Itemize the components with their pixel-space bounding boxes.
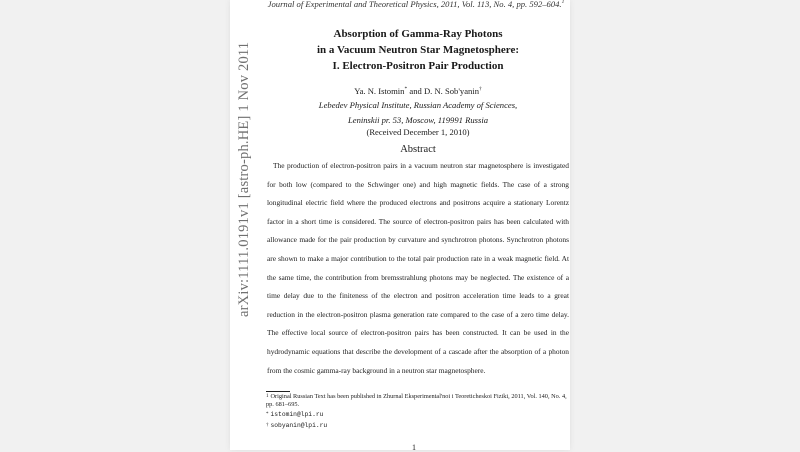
- affiliation-line: Lebedev Physical Institute, Russian Academy of Sciences,: [318, 100, 518, 110]
- title-line: in a Vacuum Neutron Star Magnetosphere:: [317, 44, 519, 56]
- footnote-mark: 1: [266, 394, 269, 399]
- arxiv-identifier: arXiv:1111.0191v1 [astro-ph.HE] 1 Nov 2011: [236, 41, 252, 317]
- footnote-mark: †: [266, 422, 269, 428]
- journal-reference: [266, 0, 566, 9]
- footnote-email-sobyanin: [266, 422, 570, 430]
- footnote-mark: *: [266, 412, 269, 418]
- footnote-email-istomin: [266, 411, 570, 419]
- footnote-text: Original Russian Text has been published in Zhurnal Eksperimental'noi i Teoreticheskoi Fiziki, 2011, Vol. 140, No. 4, pp. 681–695.: [266, 393, 567, 408]
- author-sobyanin: D. N. Sob'yanin: [423, 86, 479, 96]
- received-date: (Received December 1, 2010): [366, 127, 470, 137]
- title-line: I. Electron-Positron Pair Production: [332, 60, 504, 72]
- arxiv-stamp: [236, 41, 254, 320]
- footnote-divider: [266, 391, 290, 392]
- author-joiner: and: [409, 86, 422, 96]
- title-line: Absorption of Gamma-Ray Photons: [333, 28, 503, 40]
- email-link[interactable]: istomin@lpi.ru: [270, 411, 324, 419]
- author-list: [268, 86, 568, 96]
- paper-title: [268, 26, 568, 74]
- affiliation-line: Leninskii pr. 53, Moscow, 119991 Russia: [347, 115, 489, 125]
- journal-citation: Journal of Experimental and Theoretical Physics, 2011, Vol. 113, No. 4, pp. 592–604.: [267, 0, 562, 9]
- author-mark: *: [404, 86, 408, 92]
- affiliation: [268, 98, 568, 128]
- page-number: 1: [412, 443, 416, 452]
- author-mark: †: [479, 86, 482, 92]
- author-istomin: Ya. N. Istomin: [354, 86, 405, 96]
- abstract-text: The production of electron-positron pairs in a vacuum neutron star magnetosphere is investigated for both low (compared to the Schwinger one) and high magnetic fields. The case of a strong longitudinal electric field where the produced electrons and positrons acquire a stationary Lorentz factor in a short time is considered. The source of electron-positron pairs has been calculated with allowance made for the pair production by curvature and synchrotron photons. Synchrotron photons are shown to make a major contribution to the total pair production rate in a weak magnetic field. At the same time, the contribution from bremsstrahlung photons may be neglected. The existence of a time delay due to the finiteness of the electron and positron acceleration time leads to a great reduction in the electron-positron plasma generation rate compared to the case of a zero time delay. The effective local source of electron-positron pairs has been constructed. It can be used in the hydrodynamic equations that describe the development of a cascade after the absorption of a photon from the cosmic gamma-ray background in a neutron star magnetosphere.: [267, 161, 569, 375]
- footnote-translation: [266, 393, 570, 408]
- abstract-heading: Abstract: [400, 144, 436, 155]
- email-link[interactable]: sobyanin@lpi.ru: [270, 421, 328, 429]
- journal-footnote-mark: 1: [561, 0, 565, 5]
- footnotes: [266, 393, 570, 432]
